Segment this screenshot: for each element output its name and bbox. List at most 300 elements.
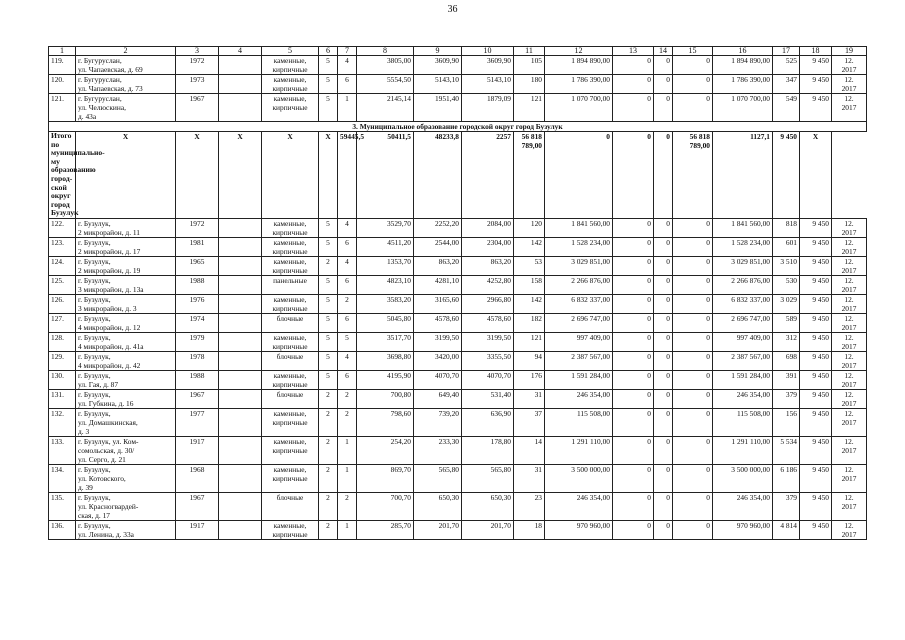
text-line: 3 микрорайон, д. 3 (78, 303, 137, 313)
text-line: 2017 (841, 445, 857, 455)
address-cell (76, 332, 176, 351)
column-4-cell (219, 75, 262, 94)
total-area-cell: 2145,14 (357, 94, 414, 122)
floors-cell: 2 (319, 436, 338, 464)
total-area-cell: 5554,50 (357, 75, 414, 94)
text-line: г. Бузулук, (78, 520, 111, 530)
text-line: ул. Губкина, д. 16 (78, 398, 134, 408)
living-area-cell: 3199,50 (414, 332, 462, 351)
total-cost-cell: 6 832 337,00 (545, 294, 613, 313)
column-number: 3 (176, 47, 219, 56)
deadline-cell (832, 370, 867, 389)
text-line: блочные (276, 492, 304, 502)
text-line: ул. Чапаевская, д. 73 (78, 84, 143, 93)
deadline-cell (832, 94, 867, 122)
column-4-cell (219, 218, 262, 237)
section-title: 3. Муниципальное образование городской округ город Бузулук (49, 122, 867, 132)
column-number: 2 (76, 47, 176, 56)
table-row (49, 275, 867, 294)
text-line: 2017 (841, 501, 857, 511)
table-row (49, 351, 867, 370)
total-c14-cell: 0 (613, 132, 654, 219)
column-4-cell (219, 56, 262, 75)
text-line: г. Бузулук, (78, 237, 111, 247)
row-number-cell: 136. (49, 520, 76, 539)
total-c11-cell: 2257 (462, 132, 514, 219)
wall-material-cell (262, 436, 319, 464)
text-line: кирпичные (272, 473, 308, 483)
text-line: каменные, (273, 294, 307, 304)
column-number: 16 (713, 47, 773, 56)
residents-cell: 18 (514, 520, 545, 539)
max-cost-cell: 9 450 (800, 56, 832, 75)
column-number: 12 (545, 47, 613, 56)
column-4-cell (219, 294, 262, 313)
column-number: 10 (462, 47, 514, 56)
col-14-cell: 0 (654, 256, 673, 275)
deadline-cell (832, 294, 867, 313)
year-built-cell: 1981 (176, 237, 219, 256)
residential-area-cell: 565,80 (462, 464, 514, 492)
col-15-cell: 0 (673, 370, 713, 389)
entrances-cell: 2 (338, 408, 357, 436)
residential-area-cell: 1879,09 (462, 94, 514, 122)
text-line: ул. Гая, д. 87 (78, 379, 119, 389)
text-line: каменные, (273, 56, 307, 65)
table-row (49, 218, 867, 237)
col-13-cell: 0 (613, 520, 654, 539)
col-14-cell: 0 (654, 389, 673, 408)
col-13-cell: 0 (613, 389, 654, 408)
max-cost-cell: 9 450 (800, 237, 832, 256)
total-cost-cell: 1 894 890,00 (545, 56, 613, 75)
col-16-cost-cell: 970 960,00 (713, 520, 773, 539)
text-line: 12. (844, 75, 854, 84)
max-cost-cell: 9 450 (800, 520, 832, 539)
text-line: ул. Челюскина, (78, 103, 126, 112)
row-number-cell: 120. (49, 75, 76, 94)
text-line: 12. (844, 464, 854, 474)
text-line: ская, д. 17 (78, 510, 110, 520)
address-cell (76, 256, 176, 275)
year-built-cell: 1972 (176, 218, 219, 237)
text-line: ул. Чапаевская, д. 69 (78, 65, 143, 74)
text-line: кирпичные (272, 227, 308, 237)
residential-area-cell: 4070,70 (462, 370, 514, 389)
entrances-cell: 5 (338, 332, 357, 351)
year-built-cell: 1973 (176, 75, 219, 94)
col-15-cell: 0 (673, 313, 713, 332)
total-area-cell: 5045,80 (357, 313, 414, 332)
address-cell (76, 218, 176, 237)
text-line: ул. Серго, д. 21 (78, 454, 126, 464)
living-area-cell: 739,20 (414, 408, 462, 436)
table-row (49, 56, 867, 75)
max-cost-cell: 9 450 (800, 313, 832, 332)
entrances-cell: 4 (338, 256, 357, 275)
col-16-cost-cell: 115 508,00 (713, 408, 773, 436)
text-line: му образованию город- (51, 156, 96, 183)
max-cost-cell: 9 450 (800, 351, 832, 370)
unit-cost-cell: 601 (773, 237, 800, 256)
unit-cost-cell: 379 (773, 492, 800, 520)
deadline-cell (832, 218, 867, 237)
text-line: 2017 (841, 379, 857, 389)
year-built-cell: 1968 (176, 464, 219, 492)
residential-area-cell: 178,80 (462, 436, 514, 464)
total-c8-cell: 59445,5 (338, 132, 357, 219)
residential-area-cell: 531,40 (462, 389, 514, 408)
year-built-cell: 1979 (176, 332, 219, 351)
col-13-cell: 0 (613, 275, 654, 294)
living-area-cell: 649,40 (414, 389, 462, 408)
entrances-cell: 6 (338, 75, 357, 94)
text-line: 12. (844, 389, 854, 399)
text-line: 12. (844, 313, 854, 323)
year-built-cell: 1967 (176, 492, 219, 520)
text-line: 12. (844, 520, 854, 530)
unit-cost-cell: 698 (773, 351, 800, 370)
residents-cell: 121 (514, 94, 545, 122)
column-number-row (49, 47, 867, 56)
text-line: ул. Котовского, (78, 473, 126, 483)
col-15-cell: 0 (673, 256, 713, 275)
text-line: г. Бузулук, (78, 389, 111, 399)
deadline-cell (832, 56, 867, 75)
unit-cost-cell: 549 (773, 94, 800, 122)
col-13-cell: 0 (613, 351, 654, 370)
text-line: 12. (844, 492, 854, 502)
year-built-cell: 1974 (176, 313, 219, 332)
total-cost-cell: 1 841 560,00 (545, 218, 613, 237)
unit-cost-cell: 6 186 (773, 464, 800, 492)
max-cost-cell: 9 450 (800, 436, 832, 464)
max-cost-cell: 9 450 (800, 389, 832, 408)
year-built-cell: 1965 (176, 256, 219, 275)
entrances-cell: 1 (338, 94, 357, 122)
column-number: 9 (414, 47, 462, 56)
housing-register-table (48, 46, 867, 540)
wall-material-cell (262, 332, 319, 351)
col-13-cell: 0 (613, 492, 654, 520)
text-line: 2017 (841, 84, 857, 93)
floors-cell: 5 (319, 237, 338, 256)
col-14-cell: 0 (654, 237, 673, 256)
deadline-cell (832, 313, 867, 332)
text-line: Итого по муниципально- (51, 131, 105, 158)
text-line: 2017 (841, 246, 857, 256)
text-line: 2 микрорайон, д. 11 (78, 227, 141, 237)
table-row (49, 436, 867, 464)
col-15-cell: 0 (673, 94, 713, 122)
residential-area-cell: 3609,90 (462, 56, 514, 75)
col-13-cell: 0 (613, 436, 654, 464)
unit-cost-cell: 379 (773, 389, 800, 408)
text-line: 12. (844, 408, 854, 418)
col-14-cell: 0 (654, 464, 673, 492)
text-line: д. 3 (78, 426, 90, 436)
residential-area-cell: 2084,00 (462, 218, 514, 237)
col-14-cell: 0 (654, 275, 673, 294)
total-c17-cell: 1127,1 (713, 132, 773, 219)
text-line: г. Бузулук, (78, 332, 111, 342)
address-cell (76, 492, 176, 520)
floors-cell: 5 (319, 94, 338, 122)
text-line: 4 микрорайон, д. 42 (78, 360, 141, 370)
row-number-cell: 132. (49, 408, 76, 436)
deadline-cell (832, 389, 867, 408)
column-number: 19 (832, 47, 867, 56)
wall-material-cell (262, 218, 319, 237)
entrances-cell: 2 (338, 492, 357, 520)
year-built-cell: 1972 (176, 56, 219, 75)
residential-area-cell: 5143,10 (462, 75, 514, 94)
col-13-cell: 0 (613, 56, 654, 75)
address-cell (76, 351, 176, 370)
text-line: г. Бузулук, (78, 492, 111, 502)
text-line: г. Бузулук, (78, 370, 111, 380)
column-number: 18 (800, 47, 832, 56)
text-line: 2017 (841, 265, 857, 275)
living-area-cell: 4281,10 (414, 275, 462, 294)
deadline-cell (832, 408, 867, 436)
text-line: 2017 (841, 341, 857, 351)
total-area-cell: 1353,70 (357, 256, 414, 275)
living-area-cell: 233,30 (414, 436, 462, 464)
total-cost-cell: 1 291 110,00 (545, 436, 613, 464)
living-area-cell: 4578,60 (414, 313, 462, 332)
text-line: 12. (844, 256, 854, 266)
residents-cell: 37 (514, 408, 545, 436)
text-line: кирпичные (272, 84, 308, 93)
living-area-cell: 863,20 (414, 256, 462, 275)
living-area-cell: 3609,90 (414, 56, 462, 75)
entrances-cell: 1 (338, 436, 357, 464)
residents-cell: 121 (514, 332, 545, 351)
col-14-cell: 0 (654, 408, 673, 436)
text-line: ской округ город Бузулук (51, 182, 79, 218)
col-16-cost-cell: 2 387 567,00 (713, 351, 773, 370)
text-line: ул. Красногвардей- (78, 501, 139, 511)
entrances-cell: 6 (338, 313, 357, 332)
column-4-cell (219, 520, 262, 539)
total-c4-cell: Х (176, 132, 219, 219)
column-4-cell (219, 313, 262, 332)
text-line: 12. (844, 294, 854, 304)
total-area-cell: 3583,20 (357, 294, 414, 313)
entrances-cell: 6 (338, 237, 357, 256)
text-line: 2017 (841, 227, 857, 237)
text-line: каменные, (273, 75, 307, 84)
residential-area-cell: 2304,00 (462, 237, 514, 256)
col-16-cost-cell: 246 354,00 (713, 389, 773, 408)
unit-cost-cell: 530 (773, 275, 800, 294)
total-c13-cell: 0 (545, 132, 613, 219)
entrances-cell: 1 (338, 464, 357, 492)
year-built-cell: 1988 (176, 275, 219, 294)
col-13-cell: 0 (613, 370, 654, 389)
max-cost-cell: 9 450 (800, 408, 832, 436)
address-cell (76, 370, 176, 389)
max-cost-cell: 9 450 (800, 256, 832, 275)
column-number: 17 (773, 47, 800, 56)
table-row (49, 94, 867, 122)
text-line: кирпичные (272, 529, 308, 539)
deadline-cell (832, 332, 867, 351)
deadline-cell (832, 351, 867, 370)
col-15-cell: 0 (673, 464, 713, 492)
year-built-cell: 1978 (176, 351, 219, 370)
column-4-cell (219, 464, 262, 492)
text-line: каменные, (273, 256, 307, 266)
total-c5-cell: Х (219, 132, 262, 219)
unit-cost-cell: 5 534 (773, 436, 800, 464)
text-line: блочные (276, 313, 304, 323)
deadline-cell (832, 275, 867, 294)
col-14-cell: 0 (654, 520, 673, 539)
residential-area-cell: 863,20 (462, 256, 514, 275)
total-area-cell: 3517,70 (357, 332, 414, 351)
address-cell (76, 436, 176, 464)
text-line: кирпичные (272, 103, 308, 112)
residential-area-cell: 4578,60 (462, 313, 514, 332)
column-4-cell (219, 351, 262, 370)
text-line: ул. Ленина, д. 33а (78, 529, 134, 539)
residential-area-cell: 201,70 (462, 520, 514, 539)
living-area-cell: 201,70 (414, 520, 462, 539)
wall-material-cell (262, 294, 319, 313)
text-line: кирпичные (272, 265, 308, 275)
unit-cost-cell: 589 (773, 313, 800, 332)
address-cell (76, 94, 176, 122)
total-c12-cell: 56 818 789,00 (514, 132, 545, 219)
total-area-cell: 4195,90 (357, 370, 414, 389)
text-line: 2 микрорайон, д. 19 (78, 265, 141, 275)
column-number: 6 (319, 47, 338, 56)
deadline-cell (832, 237, 867, 256)
col-13-cell: 0 (613, 294, 654, 313)
col-15-cell: 0 (673, 75, 713, 94)
column-number: 13 (613, 47, 654, 56)
col-16-cost-cell: 6 832 337,00 (713, 294, 773, 313)
total-area-cell: 285,70 (357, 520, 414, 539)
column-number: 15 (673, 47, 713, 56)
address-cell (76, 294, 176, 313)
text-line: 4 микрорайон, д. 12 (78, 322, 141, 332)
residents-cell: 158 (514, 275, 545, 294)
unit-cost-cell: 156 (773, 408, 800, 436)
floors-cell: 5 (319, 75, 338, 94)
text-line: г. Бузулук, (78, 218, 111, 228)
col-15-cell: 0 (673, 275, 713, 294)
wall-material-cell (262, 256, 319, 275)
total-cost-cell: 970 960,00 (545, 520, 613, 539)
row-number-cell: 135. (49, 492, 76, 520)
address-cell (76, 464, 176, 492)
table-row (49, 237, 867, 256)
wall-material-cell (262, 275, 319, 294)
table-row (49, 75, 867, 94)
col-14-cell: 0 (654, 218, 673, 237)
row-number-cell: 121. (49, 94, 76, 122)
entrances-cell: 6 (338, 275, 357, 294)
unit-cost-cell: 312 (773, 332, 800, 351)
total-area-cell: 3698,80 (357, 351, 414, 370)
wall-material-cell (262, 464, 319, 492)
floors-cell: 5 (319, 294, 338, 313)
text-line: 12. (844, 218, 854, 228)
col-13-cell: 0 (613, 332, 654, 351)
text-line: г. Бугуруслан, (78, 94, 122, 103)
row-number-cell: 129. (49, 351, 76, 370)
text-line: каменные, (273, 237, 307, 247)
row-number-cell: 127. (49, 313, 76, 332)
residential-area-cell: 3355,50 (462, 351, 514, 370)
table-row (49, 370, 867, 389)
total-cost-cell: 3 500 000,00 (545, 464, 613, 492)
floors-cell: 5 (319, 56, 338, 75)
column-4-cell (219, 436, 262, 464)
text-line: кирпичные (272, 65, 308, 74)
total-cost-cell: 246 354,00 (545, 492, 613, 520)
residents-cell: 94 (514, 351, 545, 370)
wall-material-cell (262, 94, 319, 122)
total-area-cell: 3805,00 (357, 56, 414, 75)
text-line: каменные, (273, 520, 307, 530)
wall-material-cell (262, 313, 319, 332)
col-14-cell: 0 (654, 313, 673, 332)
table-row (49, 294, 867, 313)
year-built-cell: 1988 (176, 370, 219, 389)
column-number: 7 (338, 47, 357, 56)
wall-material-cell (262, 492, 319, 520)
year-built-cell: 1976 (176, 294, 219, 313)
residential-area-cell: 636,90 (462, 408, 514, 436)
col-16-cost-cell: 2 696 747,00 (713, 313, 773, 332)
deadline-cell (832, 75, 867, 94)
max-cost-cell: 9 450 (800, 370, 832, 389)
address-cell (76, 275, 176, 294)
text-line: каменные, (273, 464, 307, 474)
text-line: кирпичные (272, 246, 308, 256)
floors-cell: 5 (319, 275, 338, 294)
deadline-cell (832, 436, 867, 464)
total-area-cell: 798,60 (357, 408, 414, 436)
text-line: сомольская, д. 30/ (78, 445, 135, 455)
row-number-cell: 119. (49, 56, 76, 75)
row-number-cell: 133. (49, 436, 76, 464)
wall-material-cell (262, 237, 319, 256)
text-line: 2017 (841, 473, 857, 483)
row-number-cell: 128. (49, 332, 76, 351)
total-area-cell: 3529,70 (357, 218, 414, 237)
residential-area-cell: 4252,80 (462, 275, 514, 294)
col-16-cost-cell: 1 841 560,00 (713, 218, 773, 237)
text-line: г. Бузулук, (78, 408, 111, 418)
unit-cost-cell: 3 029 (773, 294, 800, 313)
total-c6-cell: Х (262, 132, 319, 219)
table-row (49, 464, 867, 492)
total-area-cell: 4823,10 (357, 275, 414, 294)
residents-cell: 176 (514, 370, 545, 389)
text-line: 2017 (841, 322, 857, 332)
residents-cell: 23 (514, 492, 545, 520)
total-row (49, 132, 867, 219)
text-line: 12. (844, 332, 854, 342)
total-c16-cell: 56 818 789,00 (673, 132, 713, 219)
text-line: 2017 (841, 529, 857, 539)
text-line: каменные, (273, 94, 307, 103)
